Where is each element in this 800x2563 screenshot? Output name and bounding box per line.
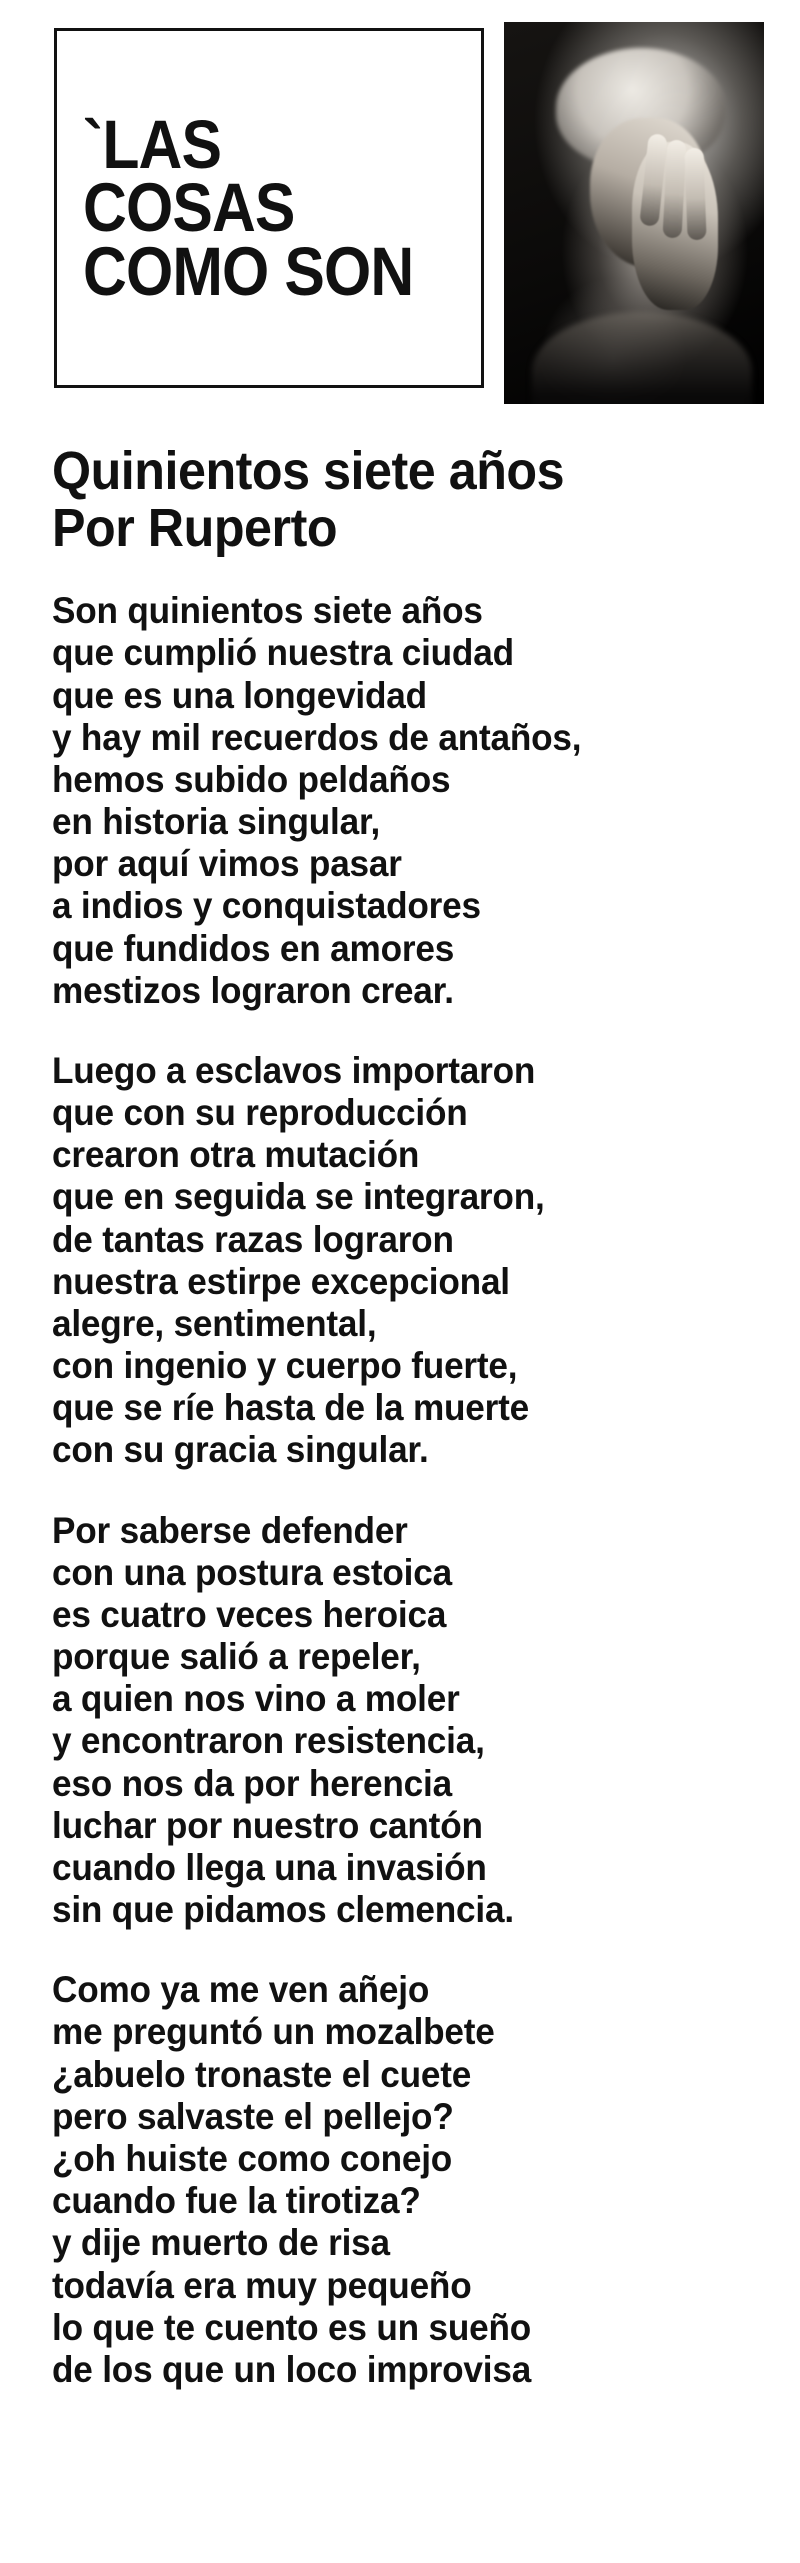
verse-line: Por saberse defender [52,1509,408,1551]
byline: Por Ruperto [52,498,338,559]
verse-line: de tantas razas lograron [52,1218,454,1260]
verse-line: sin que pidamos clemencia. [52,1889,514,1931]
verse-line: luchar por nuestro cantón [52,1804,483,1846]
verse-line: con una postura estoica [52,1551,452,1593]
verse-line: todavía era muy pequeño [52,2264,472,2306]
author-portrait-photo [504,22,764,404]
verse-line: que en seguida se integraron, [52,1176,545,1218]
verse-line: que fundidos en amores [52,927,455,969]
verse-line: que es una longevidad [52,674,427,716]
page-title: Quinientos siete años [52,441,565,501]
verse-line: cuando fue la tirotiza? [52,2180,421,2222]
verse-line: eso nos da por herencia [52,1762,452,1804]
stanza [52,590,774,1012]
verse-line: con su gracia singular. [52,1429,429,1471]
masthead-title-box [54,28,484,388]
verse-line: y hay mil recuerdos de antaños, [52,716,582,758]
verse-line: ¿oh huiste como conejo [52,2138,453,2179]
verse-line: pero salvaste el pellejo? [52,2095,454,2137]
verse-line: a indios y conquistadores [52,885,481,927]
verse-line: por aquí vimos pasar [52,843,402,885]
stanza [52,1510,774,1932]
verse-line: hemos subido peldaños [52,758,451,800]
verse-line: mestizos lograron crear. [52,969,454,1011]
verse-line: de los que un loco improvisa [52,2348,532,2390]
verse-line: que cumplió nuestra ciudad [52,632,514,674]
verse-line: que se ríe hasta de la muerte [52,1387,530,1429]
verse-line: lo que te cuento es un sueño [52,2306,532,2348]
masthead-line-1: `LAS [83,105,222,183]
stanza [52,1969,774,2391]
verse-line: crearon otra mutación [52,1134,420,1176]
verse-line: Luego a esclavos importaron [52,1049,536,1091]
verse-line: a quien nos vino a moler [52,1678,460,1720]
masthead [0,0,800,404]
verse-line: que con su reproducción [52,1092,468,1134]
verse-line: en historia singular, [52,801,381,843]
poem-body [0,556,800,2431]
masthead-line-3: COMO SON [83,232,414,310]
stanza [52,1050,774,1472]
verse-line: Como ya me ven añejo [52,1969,430,2011]
verse-line: cuando llega una invasión [52,1846,487,1888]
verse-line: porque salió a repeler, [52,1636,421,1678]
masthead-line-2: COSAS [83,169,295,247]
verse-line: es cuatro veces heroica [52,1593,447,1635]
verse-line: con ingenio y cuerpo fuerte, [52,1345,518,1387]
verse-line: nuestra estirpe excepcional [52,1260,510,1302]
verse-line: alegre, sentimental, [52,1302,377,1344]
verse-line: y encontraron resistencia, [52,1720,485,1762]
verse-line: y dije muerto de risa [52,2222,390,2264]
verse-line: ¿abuelo tronaste el cuete [52,2053,472,2095]
verse-line: Son quinientos siete años [52,590,483,632]
verse-line: me preguntó un mozalbete [52,2011,495,2053]
portrait-finger-3 [684,148,706,241]
headline-block [0,404,800,559]
